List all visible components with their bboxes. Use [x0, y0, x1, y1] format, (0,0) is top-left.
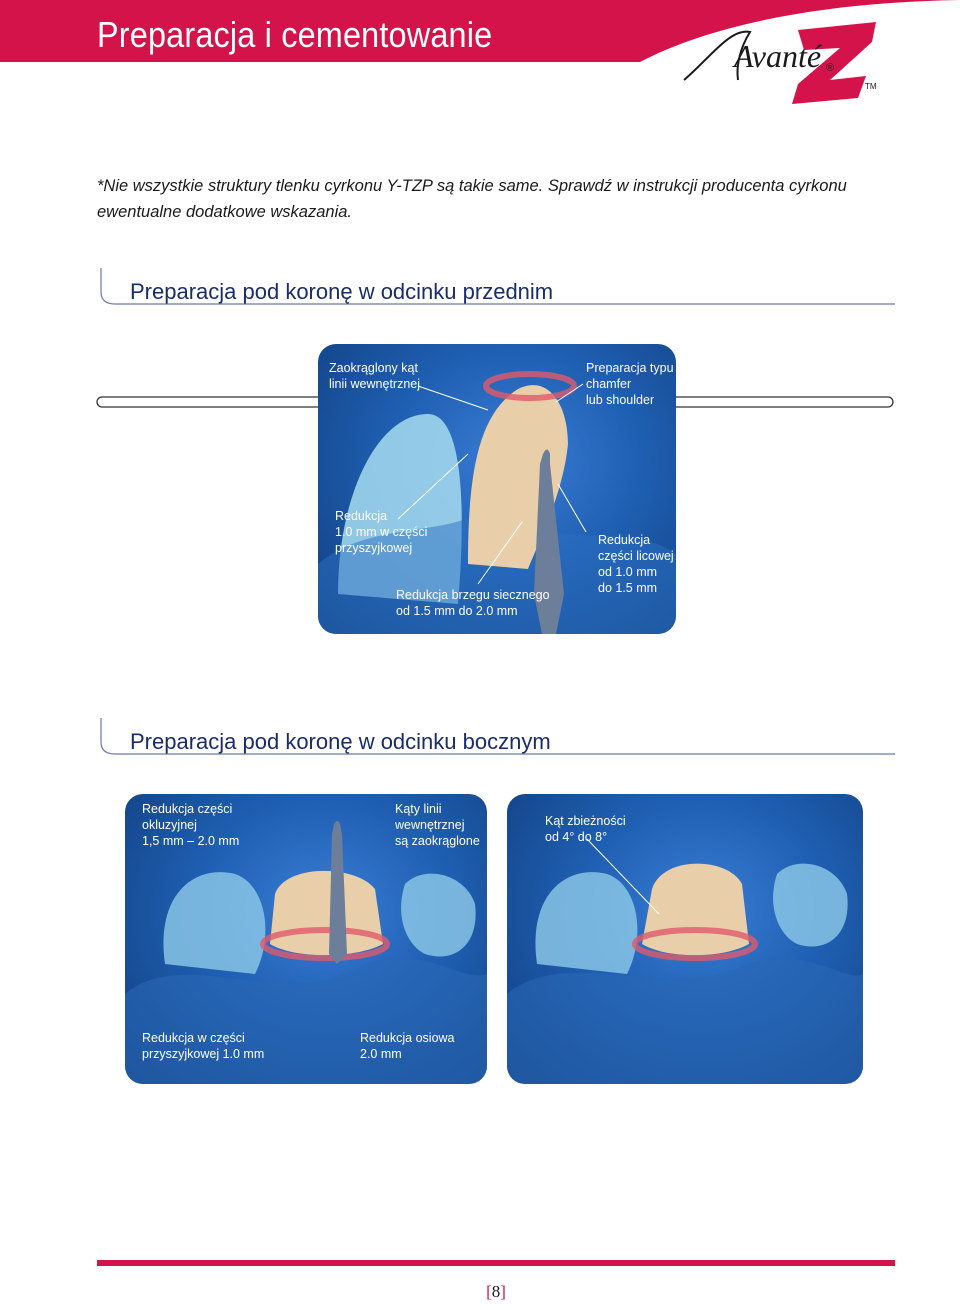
label-cervical-reduction: Redukcja 1.0 mm w części przyszyjkowej: [335, 509, 428, 555]
manufacturer-note: *Nie wszystkie struktury tlenku cyrkonu Y-TZP są takie same. Sprawdź w instrukcji producenta cyrkonu ewentualne dodatkowe wskazania.: [97, 177, 847, 221]
label-occlusal-reduction: Redukcja części okluzyjnej 1,5 mm – 2.0 mm: [142, 802, 240, 848]
page-number-value: 8: [491, 1282, 501, 1301]
label-axial-reduction: Redukcja osiowa 2.0 mm: [360, 1031, 455, 1061]
anterior-illustration: [318, 344, 676, 634]
label-facial-reduction: Redukcja części licowej od 1.0 mm do 1.5 mm: [598, 533, 674, 595]
label-convergence: Kąt zbieżności od 4° do 8°: [545, 814, 626, 844]
label-internal-angles: Kąty linii wewnętrznej są zaokrąglone: [395, 802, 480, 848]
avante-z-logo: [680, 18, 880, 104]
label-cervical-reduction-posterior: Redukcja w części przyszyjkowej 1.0 mm: [142, 1031, 265, 1061]
posterior-illustration-right: [507, 794, 863, 1084]
label-prep-type: Preparacja typu chamfer lub shoulder: [586, 361, 674, 407]
section-title: Preparacja pod koronę w odcinku bocznym: [130, 729, 551, 754]
section-heading-posterior: [95, 716, 895, 760]
page-bracket-close: ]: [500, 1282, 506, 1301]
page-number: [0, 1282, 960, 1302]
section-heading-anterior: [95, 266, 895, 310]
page-bracket-open: [: [486, 1282, 492, 1301]
footer-rule: [97, 1260, 895, 1266]
section-title: Preparacja pod koronę w odcinku przednim: [130, 279, 554, 304]
label-incisal-reduction: Redukcja brzegu siecznego od 1.5 mm do 2.0 mm: [396, 588, 550, 618]
label-rounded-angle: Zaokrąglony kąt linii wewnętrznej: [329, 361, 421, 391]
logo-trademark: TM: [865, 82, 877, 91]
page-title: Preparacja i cementowanie: [97, 14, 493, 55]
logo-wordmark: Avanté: [734, 38, 822, 74]
logo-registered: ®: [826, 62, 835, 74]
posterior-illustration-left: [125, 794, 487, 1084]
